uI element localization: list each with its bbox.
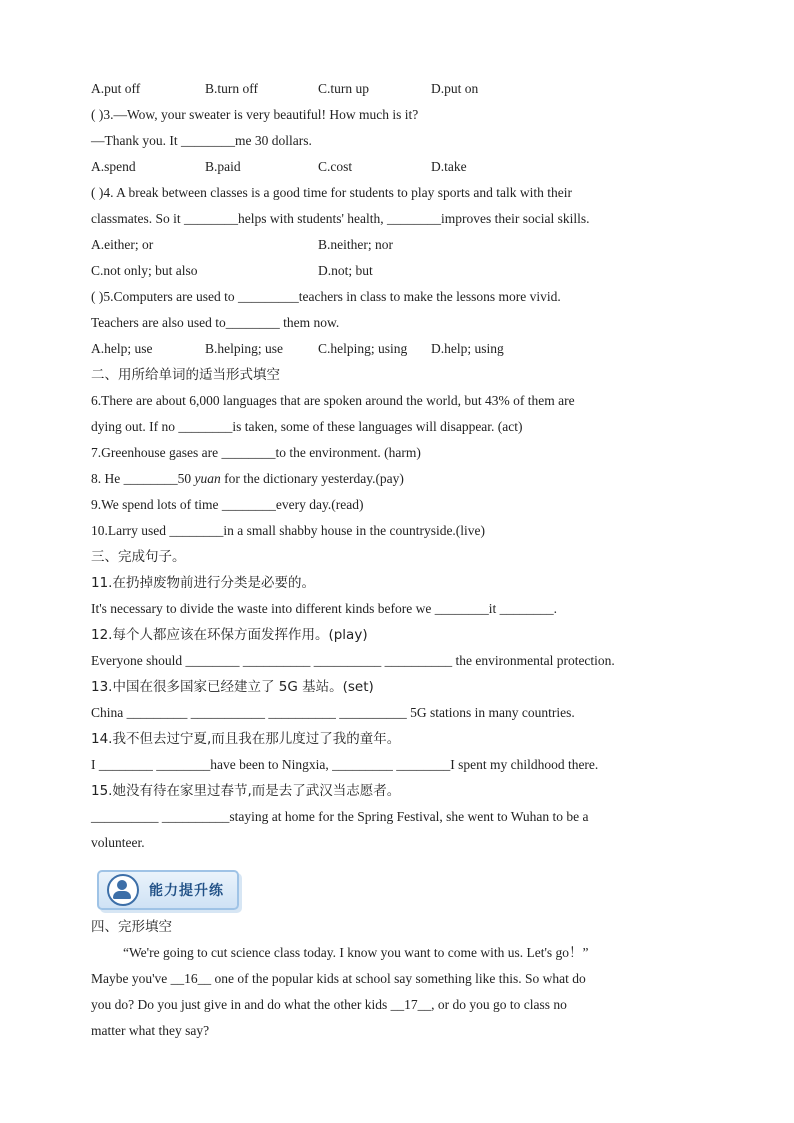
q9: 9.We spend lots of time ________every day.(read): [91, 497, 364, 512]
q2-options: [91, 76, 703, 102]
q4-line1: ( )4. A break between classes is a good time for students to play sports and talk with their: [91, 185, 573, 200]
q2-option-d: D.put on: [431, 81, 479, 96]
q3-stem: ( )3.—Wow, your sweater is very beautiful! How much is it?: [91, 107, 419, 122]
q12-chinese: 12.每个人都应该在环保方面发挥作用。(play): [91, 627, 368, 643]
q8: [91, 466, 703, 492]
q5-line2: Teachers are also used to________ them now.: [91, 315, 340, 330]
ability-badge: [97, 870, 239, 910]
q7: 7.Greenhouse gases are ________to the environment. (harm): [91, 445, 421, 460]
worksheet-page: [91, 76, 703, 1044]
q13-chinese: 13.中国在很多国家已经建立了 5G 基站。(set): [91, 679, 374, 695]
q6-line1: 6.There are about 6,000 languages that are spoken around the world, but 43% of them are: [91, 393, 575, 408]
ability-badge-row: [91, 856, 703, 914]
q4-options-row2: [91, 258, 703, 284]
cloze-line3: you do? Do you just give in and do what the other kids __17__, or do you go to class no: [91, 997, 567, 1012]
q4-option-a: A.either; or: [91, 237, 154, 252]
q15-chinese: 15.她没有待在家里过春节,而是去了武汉当志愿者。: [91, 783, 401, 799]
q15-english-line2: volunteer.: [91, 835, 145, 850]
q5-options: [91, 336, 703, 362]
q3-reply: —Thank you. It ________me 30 dollars.: [91, 133, 312, 148]
q3-options: [91, 154, 703, 180]
q6-line2: dying out. If no ________is taken, some of these languages will disappear. (act): [91, 419, 523, 434]
section3-title: 三、完成句子。: [91, 549, 186, 565]
cloze-line1: “We're going to cut science class today. I know you want to come with us. Let's go！”: [123, 945, 589, 960]
q5-option-c: C.helping; using: [318, 341, 408, 356]
q8-post: for the dictionary yesterday.(pay): [220, 471, 404, 486]
q8-pre: 8. He ________50: [91, 471, 195, 486]
q15-english-line1: __________ __________staying at home for the Spring Festival, she went to Wuhan to be a: [91, 809, 589, 824]
cloze-line2: Maybe you've __16__ one of the popular kids at school say something like this. So what do: [91, 971, 586, 986]
q5-option-a: A.help; use: [91, 341, 153, 356]
person-icon: [107, 874, 139, 906]
q5-line1: ( )5.Computers are used to _________teachers in class to make the lessons more vivid.: [91, 289, 561, 304]
section4-title: 四、完形填空: [91, 919, 172, 935]
q4-options-row1: [91, 232, 703, 258]
q3-option-d: D.take: [431, 159, 467, 174]
q4-option-c: C.not only; but also: [91, 263, 198, 278]
cloze-line4: matter what they say?: [91, 1023, 210, 1038]
q5-option-b: B.helping; use: [205, 341, 283, 356]
q4-option-d: D.not; but: [318, 263, 373, 278]
q10: 10.Larry used ________in a small shabby house in the countryside.(live): [91, 523, 486, 538]
q2-option-c: C.turn up: [318, 81, 370, 96]
q3-option-c: C.cost: [318, 159, 353, 174]
q14-chinese: 14.我不但去过宁夏,而且我在那儿度过了我的童年。: [91, 731, 401, 747]
q3-option-b: B.paid: [205, 159, 241, 174]
q5-option-d: D.help; using: [431, 341, 504, 356]
badge-label: 能力提升练: [149, 883, 224, 899]
q2-option-b: B.turn off: [205, 81, 258, 96]
q4-line2: classmates. So it ________helps with students' health, ________improves their social skills.: [91, 211, 590, 226]
section2-title: 二、用所给单词的适当形式填空: [91, 367, 280, 383]
q8-italic: yuan: [194, 471, 221, 486]
q3-option-a: A.spend: [91, 159, 136, 174]
q12-english: Everyone should ________ __________ __________ __________ the environmental protection.: [91, 653, 615, 668]
q13-english: China _________ ___________ __________ __________ 5G stations in many countries.: [91, 705, 575, 720]
q4-option-b: B.neither; nor: [318, 237, 393, 252]
q14-english: I ________ ________have been to Ningxia, _________ ________I spent my childhood there.: [91, 757, 599, 772]
q11-english: It's necessary to divide the waste into different kinds before we ________it ________.: [91, 601, 557, 616]
q2-option-a: A.put off: [91, 81, 141, 96]
q11-chinese: 11.在扔掉废物前进行分类是必要的。: [91, 575, 315, 591]
